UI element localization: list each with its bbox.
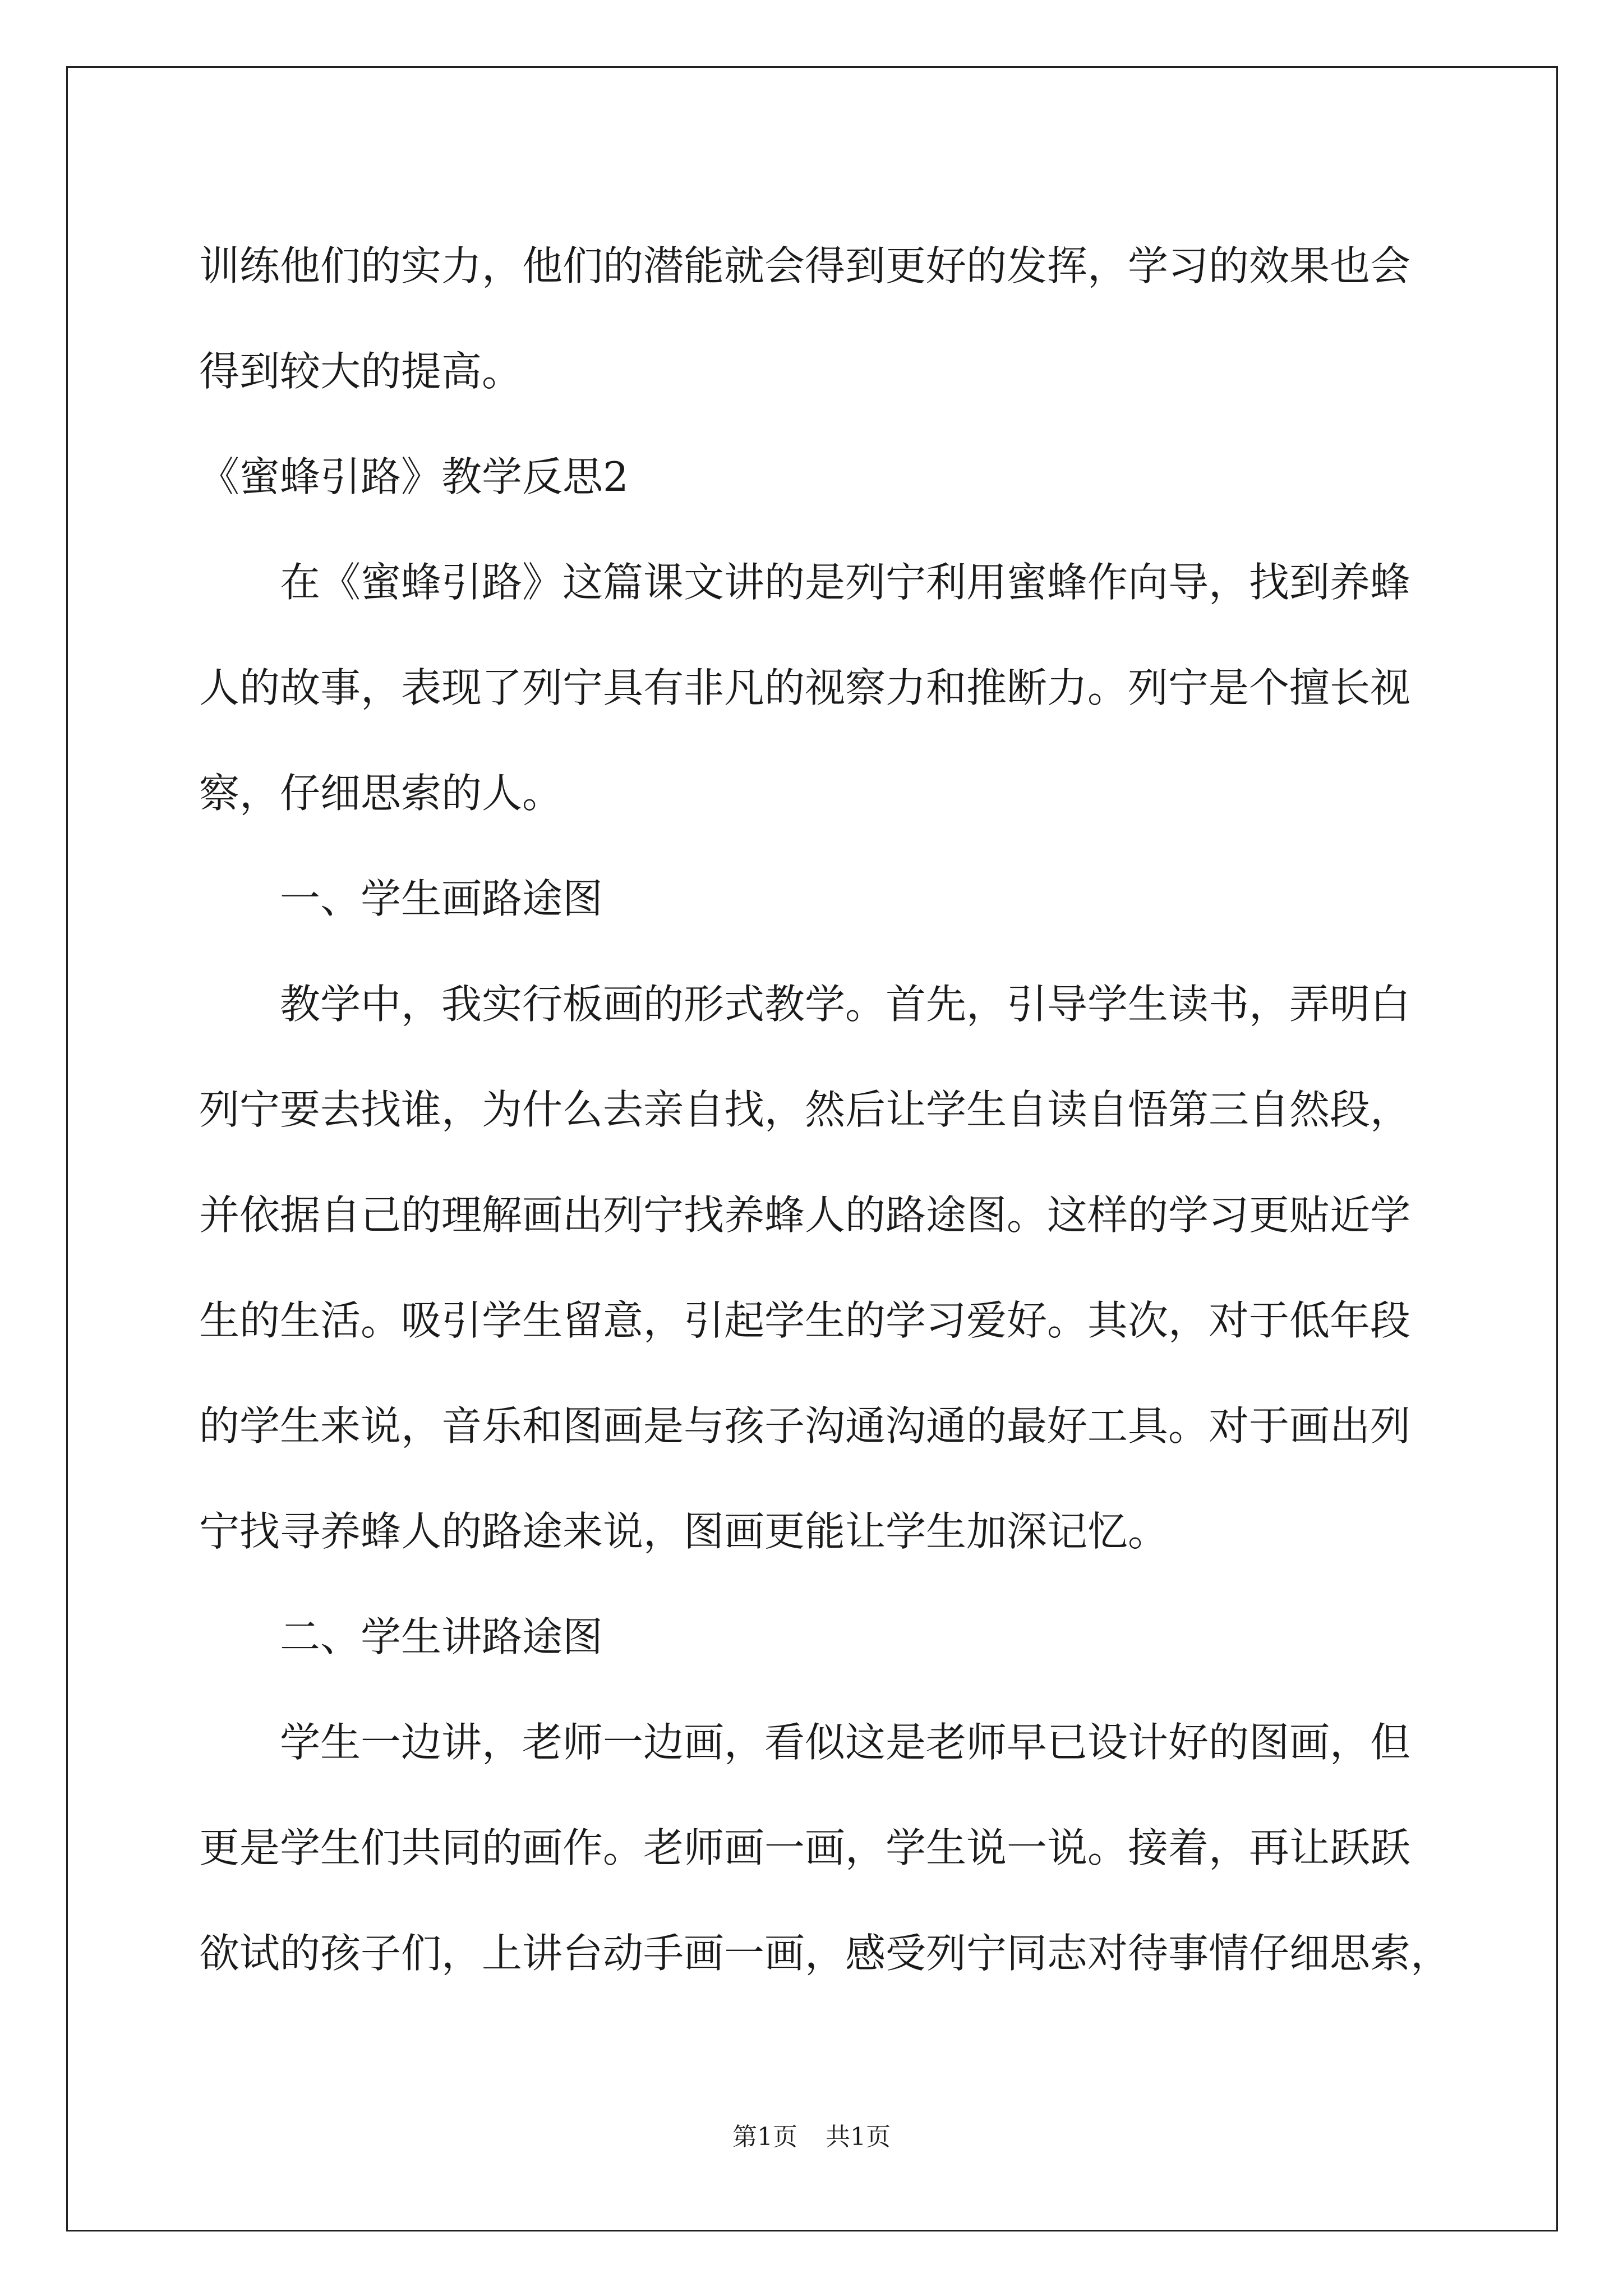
text-line: 并依据自己的理解画出列宁找养蜂人的路途图。这样的学习更贴近学	[199, 1191, 1411, 1239]
text-line: 更是学生们共同的画作。老师画一画，学生说一说。接着，再让跃跃	[199, 1824, 1411, 1871]
text-line: 宁找寻养蜂人的路途来说，图画更能让学生加深记忆。	[199, 1508, 1169, 1555]
document-body	[199, 213, 1467, 2006]
page-footer	[0, 2120, 1623, 2154]
subheading-two: 二、学生讲路途图	[280, 1613, 603, 1660]
text-line: 训练他们的实力，他们的潜能就会得到更好的发挥，学习的效果也会	[199, 242, 1411, 289]
text-line: 的学生来说，音乐和图画是与孩子沟通沟通的最好工具。对于画出列	[199, 1402, 1411, 1450]
text-line: 列宁要去找谁，为什么去亲自找，然后让学生自读自悟第三自然段，	[199, 1086, 1411, 1133]
text-line: 欲试的孩子们，上讲台动手画一画，感受列宁同志对待事情仔细思索，	[199, 1930, 1451, 1977]
text-line: 人的故事，表现了列宁具有非凡的视察力和推断力。列宁是个擅长视	[199, 664, 1411, 711]
text-line: 生的生活。吸引学生留意，引起学生的学习爱好。其次，对于低年段	[199, 1297, 1411, 1344]
text-line: 学生一边讲，老师一边画，看似这是老师早已设计好的图画，但	[280, 1719, 1411, 1766]
page-number-total: 共1页	[826, 2123, 891, 2151]
text-line: 察，仔细思索的人。	[199, 770, 563, 817]
text-line: 在《蜜蜂引路》这篇课文讲的是列宁利用蜜蜂作向导，找到养蜂	[280, 559, 1411, 606]
subheading-one: 一、学生画路途图	[280, 875, 603, 922]
page-number-current: 第1页	[732, 2123, 797, 2151]
text-line: 教学中，我实行板画的形式教学。首先，引导学生读书，弄明白	[280, 981, 1411, 1028]
section-title: 《蜜蜂引路》教学反思2	[199, 453, 629, 500]
text-line: 得到较大的提高。	[199, 348, 523, 395]
